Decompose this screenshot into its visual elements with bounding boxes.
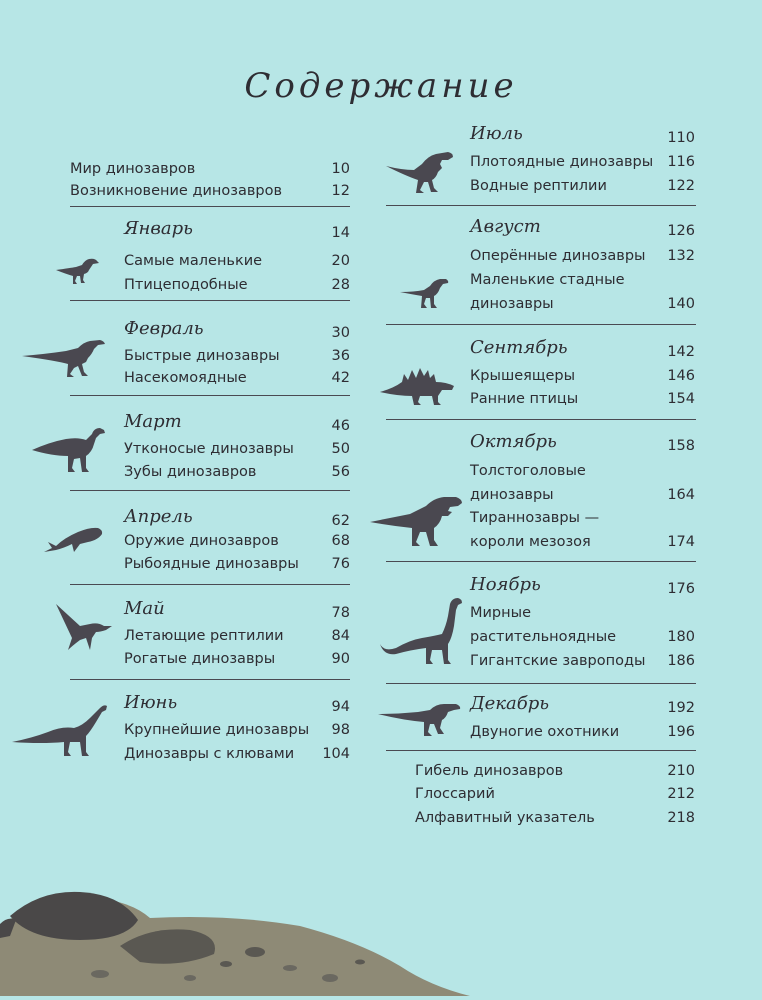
rocky-ground-illustration (0, 856, 762, 1000)
toc-entry-page: 42 (331, 370, 350, 386)
toc-entry-page: 210 (667, 763, 695, 779)
toc-entry-label: Рыбоядные динозавры (124, 556, 299, 572)
toc-entry-page: 140 (667, 296, 695, 312)
toc-entry-label: Быстрые динозавры (124, 348, 280, 364)
month-page: 126 (667, 223, 695, 239)
toc-entry-label: Насекомоядные (124, 370, 247, 386)
toc-entry-page: 116 (667, 154, 695, 170)
month-page: 142 (667, 344, 695, 360)
month-page: 78 (331, 605, 350, 621)
divider (70, 395, 350, 396)
toc-entry-label: Алфавитный указатель (415, 810, 595, 826)
month-page: 158 (667, 438, 695, 454)
toc-entry-label: Крышеящеры (470, 368, 576, 384)
toc-entry-page: 212 (667, 786, 695, 802)
month-page: 14 (331, 225, 350, 241)
toc-entry-page: 90 (331, 651, 350, 667)
biped-hunter-icon (378, 700, 462, 740)
toc-entry-label: растительноядные (470, 629, 617, 645)
toc-entry-label: Рогатые динозавры (124, 651, 276, 667)
toc-entry-page: 146 (667, 368, 695, 384)
month-page: 46 (331, 418, 350, 434)
divider (386, 205, 696, 206)
divider (386, 419, 696, 420)
toc-entry-page: 68 (331, 533, 350, 549)
toc-entry-label: Возникновение динозавров (70, 183, 283, 199)
month-title: Сентябрь (470, 337, 568, 358)
toc-entry-page: 186 (667, 653, 695, 669)
divider (70, 206, 350, 207)
month-title: Май (124, 598, 165, 619)
toc-entry-label: Мир динозавров (70, 161, 196, 177)
toc-entry-label: Летающие рептилии (124, 628, 284, 644)
month-title: Ноябрь (470, 574, 541, 595)
toc-entry-page: 56 (331, 464, 350, 480)
month-title: Октябрь (470, 431, 557, 452)
feathered-dinosaur-icon (400, 276, 450, 310)
toc-entry-page: 104 (322, 746, 350, 762)
toc-entry-page: 196 (667, 724, 695, 740)
toc-entry-label: Птицеподобные (124, 277, 248, 293)
toc-entry-label: Мирные (470, 605, 531, 621)
toc-entry-page: 28 (331, 277, 350, 293)
toc-entry-label: Глоссарий (415, 786, 495, 802)
toc-entry-label: Гибель динозавров (415, 763, 564, 779)
toc-entry-page: 84 (331, 628, 350, 644)
toc-entry-label: Зубы динозавров (124, 464, 257, 480)
pterosaur-icon (54, 604, 114, 652)
toc-entry-label: Утконосые динозавры (124, 441, 294, 457)
month-title: Август (470, 216, 541, 237)
toc-entry-page: 180 (667, 629, 695, 645)
toc-entry-label: Двуногие охотники (470, 724, 620, 740)
month-page: 110 (667, 130, 695, 146)
month-title: Февраль (124, 318, 204, 339)
month-title: Июнь (124, 692, 178, 713)
divider (70, 490, 350, 491)
toc-entry-label: динозавры (470, 487, 554, 503)
carnivore-dinosaur-icon (386, 150, 454, 194)
month-page: 62 (331, 513, 350, 529)
toc-entry-label: Толстоголовые (470, 463, 586, 479)
hadrosaur-icon (32, 426, 106, 474)
sauropod-icon (380, 596, 464, 666)
toc-entry-label: Динозавры с клювами (124, 746, 295, 762)
divider (386, 561, 696, 562)
toc-entry-label: Гигантские завроподы (470, 653, 646, 669)
stegosaurus-icon (380, 368, 456, 406)
toc-entry-label: Ранние птицы (470, 391, 579, 407)
toc-entry-page: 12 (331, 183, 350, 199)
toc-entry-page: 20 (331, 253, 350, 269)
divider (70, 584, 350, 585)
toc-entry-label: Тираннозавры — (470, 510, 600, 526)
page-title: Содержание (244, 66, 518, 106)
toc-entry-page: 132 (667, 248, 695, 264)
toc-entry-label: короли мезозоя (470, 534, 591, 550)
toc-entry-page: 36 (331, 348, 350, 364)
month-page: 192 (667, 700, 695, 716)
toc-entry-label: Водные рептилии (470, 178, 607, 194)
divider (386, 683, 696, 684)
toc-entry-label: Маленькие стадные (470, 272, 625, 288)
toc-entry-label: Крупнейшие динозавры (124, 722, 310, 738)
divider (386, 750, 696, 751)
running-dinosaur-icon (22, 336, 106, 380)
month-title: Апрель (124, 506, 193, 527)
month-title: Декабрь (470, 693, 550, 714)
month-title: Март (124, 411, 182, 432)
small-dinosaur-icon (56, 256, 100, 286)
toc-entry-page: 122 (667, 178, 695, 194)
toc-entry-page: 154 (667, 391, 695, 407)
toc-entry-label: Плотоядные динозавры (470, 154, 654, 170)
month-page: 176 (667, 581, 695, 597)
long-neck-dinosaur-icon (12, 704, 108, 758)
toc-entry-page: 164 (667, 487, 695, 503)
divider (70, 300, 350, 301)
toc-entry-page: 98 (331, 722, 350, 738)
fish-reptile-icon (44, 522, 104, 556)
toc-entry-label: динозавры (470, 296, 554, 312)
toc-entry-label: Оружие динозавров (124, 533, 279, 549)
month-title: Январь (124, 218, 193, 239)
month-title: Июль (470, 123, 523, 144)
toc-entry-page: 218 (667, 810, 695, 826)
toc-entry-page: 76 (331, 556, 350, 572)
month-page: 94 (331, 699, 350, 715)
divider (386, 324, 696, 325)
divider (70, 679, 350, 680)
toc-entry-label: Оперённые динозавры (470, 248, 646, 264)
toc-entry-label: Самые маленькие (124, 253, 263, 269)
toc-entry-page: 50 (331, 441, 350, 457)
toc-entry-page: 174 (667, 534, 695, 550)
tyrannosaurus-icon (370, 494, 464, 548)
toc-entry-page: 10 (331, 161, 350, 177)
month-page: 30 (331, 325, 350, 341)
